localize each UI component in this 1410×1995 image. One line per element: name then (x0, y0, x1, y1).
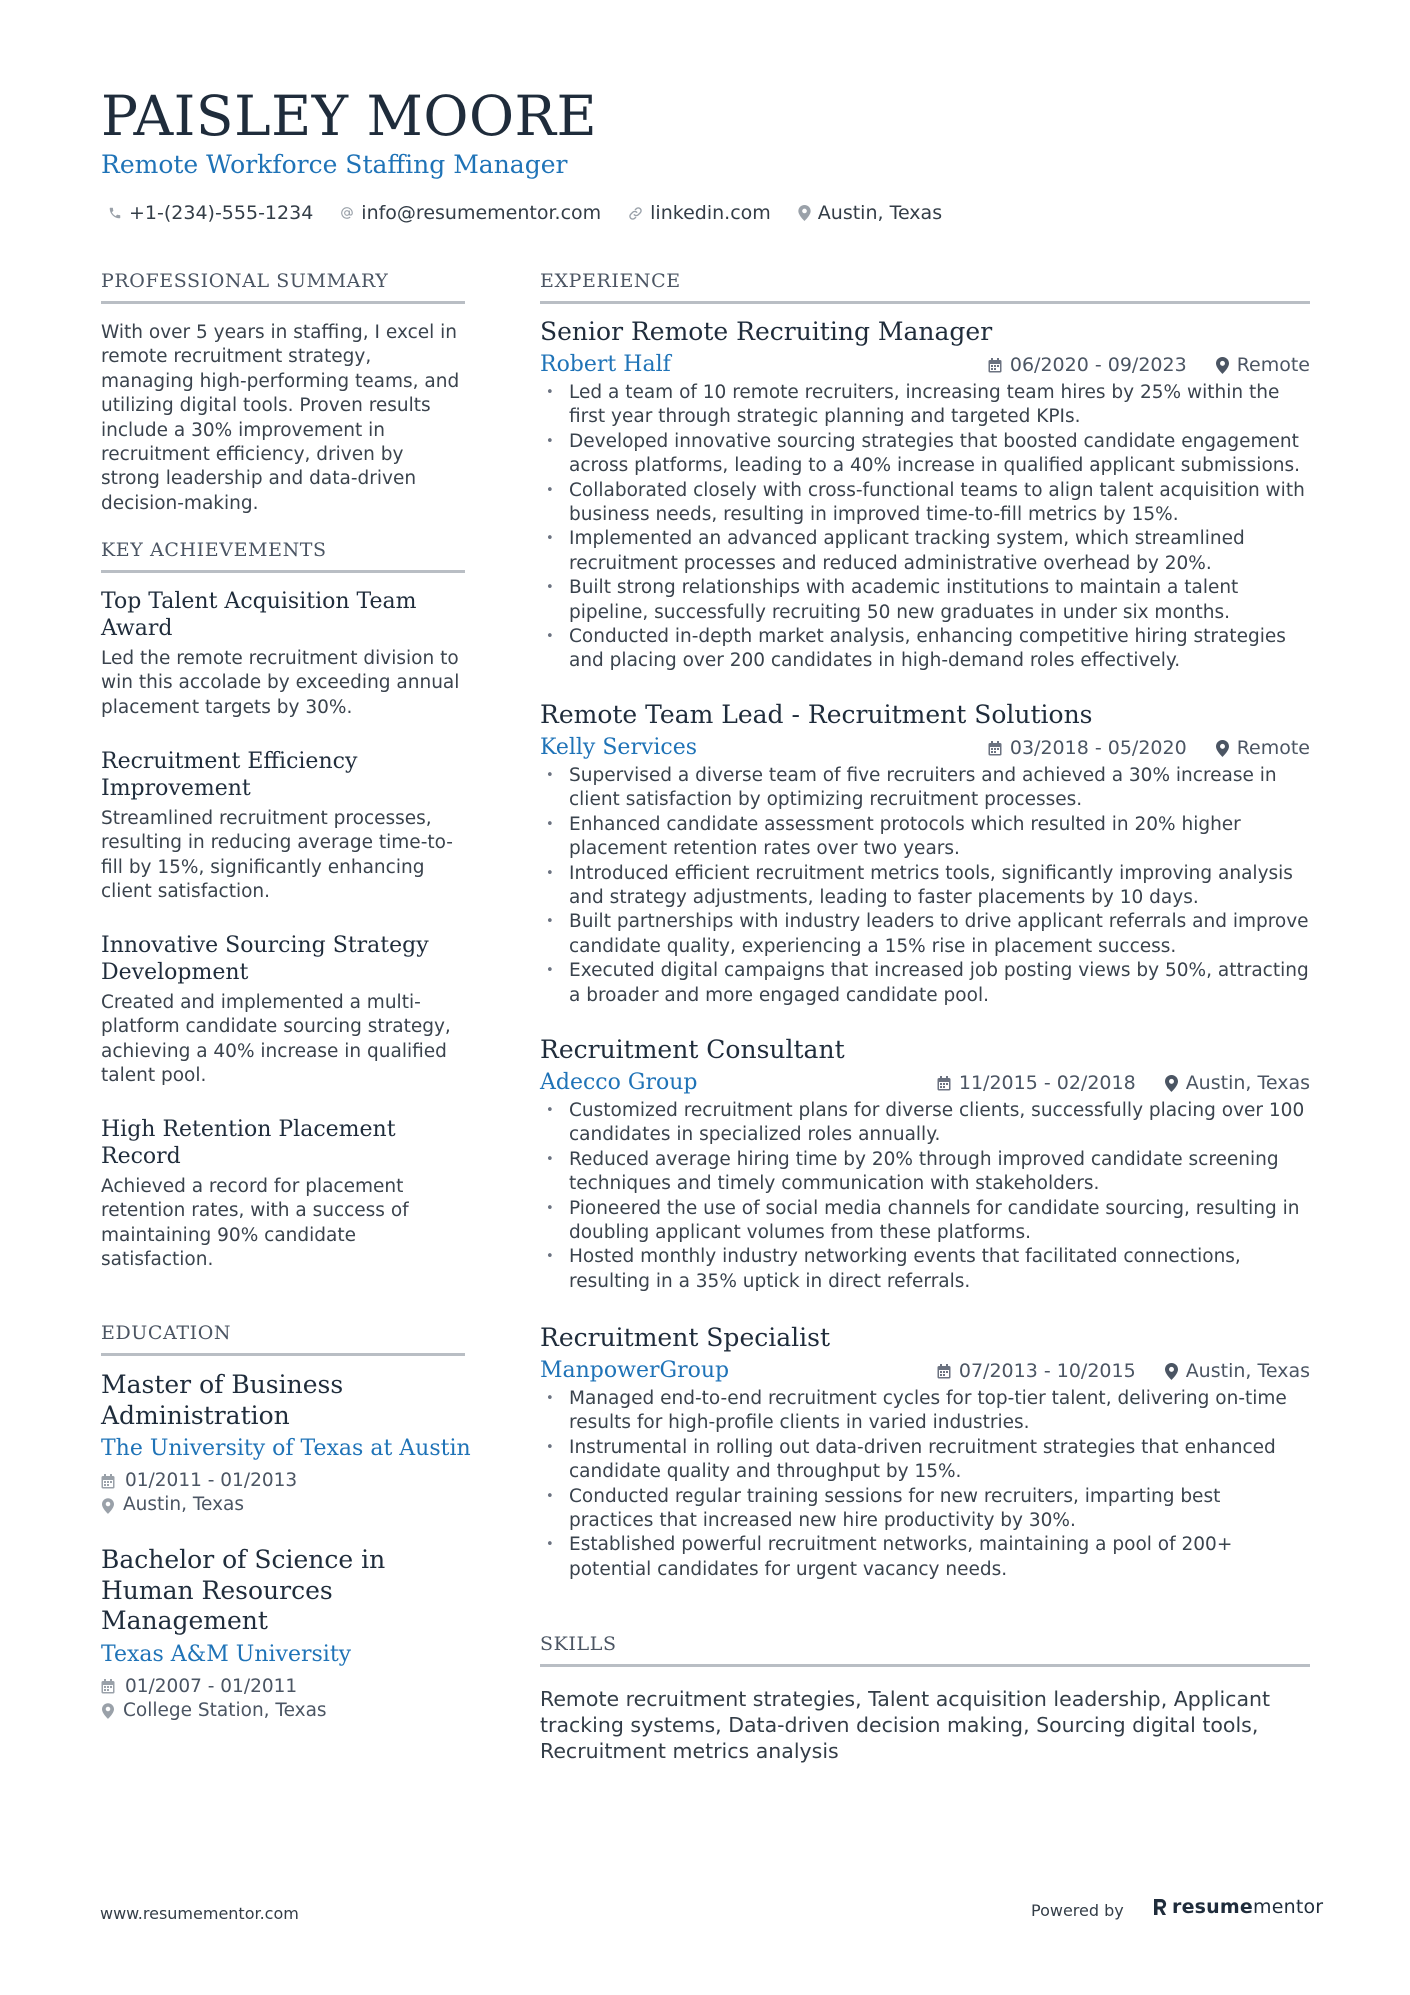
education-school: Texas A&M University (101, 1641, 352, 1667)
job-meta (937, 1358, 1310, 1384)
job-bullet: • Pioneered the use of social media channels for candidate sourcing, resulting in doubling applicant volumes from these platforms. (540, 1197, 1310, 1246)
job-dates (937, 1358, 1136, 1384)
linkedin-text: linkedin.com (650, 202, 771, 224)
phone-icon (108, 206, 122, 220)
job-title: Recruitment Consultant (540, 1035, 845, 1064)
skills-text: Remote recruitment strategies, Talent acquisition leadership, Applicant tracking systems, Data-driven decision making, Sourcing digital tools, Recruitment metrics analysis (540, 1687, 1271, 1763)
link-icon (628, 206, 643, 221)
job-bullet: • Reduced average hiring time by 20% through improved candidate screening techniques and timely communication with stakeholders. (540, 1148, 1310, 1197)
map-pin-icon (102, 1703, 114, 1719)
at-icon (340, 206, 354, 220)
job-bullet: • Conducted in-depth market analysis, enhancing competitive hiring strategies and placing over 200 candidates in high-demand roles effectively. (540, 625, 1310, 674)
job-location (1165, 1358, 1310, 1384)
calendar-icon (101, 1679, 115, 1694)
job-bullet: • Established powerful recruitment networks, maintaining a pool of 200+ potential candidates for urgent vacancy needs. (540, 1533, 1310, 1582)
education-degree: Bachelor of Science in Human Resources Management (101, 1545, 386, 1635)
education-dates-text: 01/2011 - 01/2013 (125, 1470, 298, 1491)
map-pin-icon (1165, 1363, 1178, 1380)
job-location (1216, 735, 1310, 761)
job-bullet: • Implemented an advanced applicant tracking system, which streamlined recruitment processes and reduced administrative overhead by 20%. (540, 527, 1310, 576)
summary-text: With over 5 years in staffing, I excel in remote recruitment strategy, managing high-performing teams, and utilizing digital tools. Proven results include a 30% improvement in recruitment efficiency, driven by strong leadership and data-driven decision-making. (101, 322, 460, 514)
job-bullets (540, 764, 1310, 1008)
footer-brand[interactable] (1152, 1896, 1323, 1918)
contact-location (798, 200, 942, 226)
job-dates (988, 352, 1187, 378)
footer-brand-light: mentor (1252, 1896, 1324, 1918)
contact-email[interactable] (340, 200, 601, 226)
job-bullet: • Instrumental in rolling out data-driven recruitment strategies that enhanced candidate quality and throughput by 15%. (540, 1436, 1310, 1485)
experience-item (540, 1323, 1310, 1582)
map-pin-icon (1216, 357, 1229, 374)
job-location-text: Austin, Texas (1185, 1072, 1310, 1094)
experience-item (540, 700, 1310, 1008)
resumementor-logo (1152, 1897, 1168, 1917)
achievement-title: Recruitment Efficiency Improvement (101, 749, 358, 801)
calendar-icon (988, 741, 1002, 756)
location-text: Austin, Texas (817, 202, 943, 224)
job-bullets (540, 1099, 1310, 1294)
section-title-summary: PROFESSIONAL SUMMARY (101, 269, 465, 304)
education-location-text: Austin, Texas (123, 1494, 245, 1516)
job-bullet: • Enhanced candidate assessment protocols which resulted in 20% higher placement retention rates over two years. (540, 813, 1310, 862)
footer-brand-bold: resume (1172, 1896, 1253, 1918)
section-title-experience: EXPERIENCE (540, 269, 1310, 304)
education-dates (101, 1675, 401, 1699)
achievement-item (101, 588, 465, 720)
achievement-desc: Streamlined recruitment processes, resulting in reducing average time-to-fill by 15%, significantly enhancing client satisfaction. (101, 808, 453, 903)
job-meta (937, 1070, 1310, 1096)
calendar-icon (937, 1364, 951, 1379)
job-bullets (540, 1387, 1310, 1582)
job-bullet: • Introduced efficient recruitment metrics tools, significantly improving analysis and strategy adjustments, leading to faster placements by 10 days. (540, 862, 1310, 911)
candidate-name: PAISLEY MOORE (101, 84, 598, 148)
achievement-item (101, 1116, 465, 1273)
map-pin-icon (1165, 1075, 1178, 1092)
education-dates (101, 1469, 465, 1493)
calendar-icon (988, 358, 1002, 373)
achievement-desc: Created and implemented a multi-platform candidate sourcing strategy, achieving a 40% increase in qualified talent pool. (101, 992, 451, 1087)
achievement-item (101, 748, 465, 905)
job-bullet: • Built strong relationships with academic institutions to maintain a talent pipeline, successfully recruiting 50 new graduates in under six months. (540, 576, 1310, 625)
job-dates-text: 06/2020 - 09/2023 (1009, 354, 1187, 376)
achievement-desc: Achieved a record for placement retention rates, with a success of maintaining 90% candidate satisfaction. (101, 1176, 409, 1271)
job-company: Robert Half (540, 352, 671, 377)
job-bullet: • Built partnerships with industry leaders to drive applicant referrals and improve candidate quality, experiencing a 15% rise in placement success. (540, 910, 1310, 959)
map-pin-icon (1216, 740, 1229, 757)
job-dates-text: 03/2018 - 05/2020 (1009, 737, 1187, 759)
map-pin-icon (798, 205, 811, 221)
job-bullet: • Managed end-to-end recruitment cycles for top-tier talent, delivering on-time results for high-profile clients in varied industries. (540, 1387, 1310, 1436)
job-dates (988, 735, 1187, 761)
contact-linkedin[interactable] (628, 200, 771, 226)
job-dates-text: 07/2013 - 10/2015 (958, 1360, 1136, 1382)
achievement-title: Innovative Sourcing Strategy Development (101, 933, 429, 985)
job-title: Recruitment Specialist (540, 1323, 831, 1352)
contact-bar (108, 200, 969, 226)
footer-website-link[interactable]: www.resumementor.com (100, 1904, 299, 1923)
job-bullet: • Collaborated closely with cross-functional teams to align talent acquisition with business needs, resulting in improved time-to-fill metrics by 15%. (540, 479, 1310, 528)
job-bullet: • Executed digital campaigns that increased job posting views by 50%, attracting a broader and more engaged candidate pool. (540, 959, 1310, 1008)
map-pin-icon (102, 1498, 114, 1514)
job-company: Adecco Group (540, 1070, 698, 1095)
achievement-item (101, 932, 465, 1089)
achievement-title: High Retention Placement Record (101, 1117, 396, 1169)
job-meta (988, 735, 1310, 761)
job-bullet: • Supervised a diverse team of five recruiters and achieved a 30% increase in client satisfaction by optimizing recruitment processes. (540, 764, 1310, 813)
job-dates-text: 11/2015 - 02/2018 (958, 1072, 1136, 1094)
achievement-title: Top Talent Acquisition Team Award (101, 589, 417, 641)
experience-item (540, 317, 1310, 674)
education-degree: Master of Business Administration (101, 1370, 344, 1430)
contact-phone[interactable] (108, 200, 313, 226)
experience-item (540, 1035, 1310, 1294)
footer-powered-by: Powered by (1031, 1901, 1124, 1920)
job-bullet: • Led a team of 10 remote recruiters, increasing team hires by 25% within the first year through strategic planning and targeted KPIs. (540, 381, 1310, 430)
education-dates-text: 01/2007 - 01/2011 (125, 1675, 298, 1697)
candidate-role: Remote Workforce Staffing Manager (101, 150, 568, 179)
job-bullet: • Hosted monthly industry networking events that facilitated connections, resulting in a 35% uptick in direct referrals. (540, 1245, 1310, 1294)
section-title-skills: SKILLS (540, 1632, 1310, 1667)
education-location (101, 1493, 465, 1517)
job-location-text: Remote (1236, 737, 1310, 759)
job-company: Kelly Services (540, 735, 698, 760)
section-title-education: EDUCATION (101, 1321, 465, 1356)
job-title: Senior Remote Recruiting Manager (540, 317, 993, 346)
job-meta (988, 352, 1310, 378)
education-location-text: College Station, Texas (123, 1699, 327, 1721)
job-dates (937, 1070, 1136, 1096)
phone-text: +1-(234)-555-1234 (129, 202, 314, 224)
education-location (101, 1699, 401, 1723)
calendar-icon (101, 1474, 115, 1489)
job-location (1216, 352, 1310, 378)
section-title-achievements: KEY ACHIEVEMENTS (101, 538, 465, 573)
job-title: Remote Team Lead - Recruitment Solutions (540, 700, 1093, 729)
education-item (101, 1545, 401, 1723)
job-company: ManpowerGroup (540, 1358, 730, 1383)
education-item (101, 1370, 471, 1518)
job-location-text: Austin, Texas (1185, 1360, 1310, 1382)
job-location-text: Remote (1236, 354, 1310, 376)
job-location (1165, 1070, 1310, 1096)
education-school: The University of Texas at Austin (101, 1436, 471, 1461)
job-bullets (540, 381, 1310, 674)
job-bullet: • Developed innovative sourcing strategies that boosted candidate engagement across platforms, leading to a 40% increase in qualified applicant submissions. (540, 430, 1310, 479)
achievement-desc: Led the remote recruitment division to win this accolade by exceeding annual placement targets by 30%. (101, 648, 460, 718)
calendar-icon (937, 1076, 951, 1091)
job-bullet: • Conducted regular training sessions for new recruiters, imparting best practices that increased new hire productivity by 30%. (540, 1485, 1310, 1534)
email-text: info@resumementor.com (361, 202, 602, 224)
job-bullet: • Customized recruitment plans for diverse clients, successfully placing over 100 candidates in specialized roles annually. (540, 1099, 1310, 1148)
